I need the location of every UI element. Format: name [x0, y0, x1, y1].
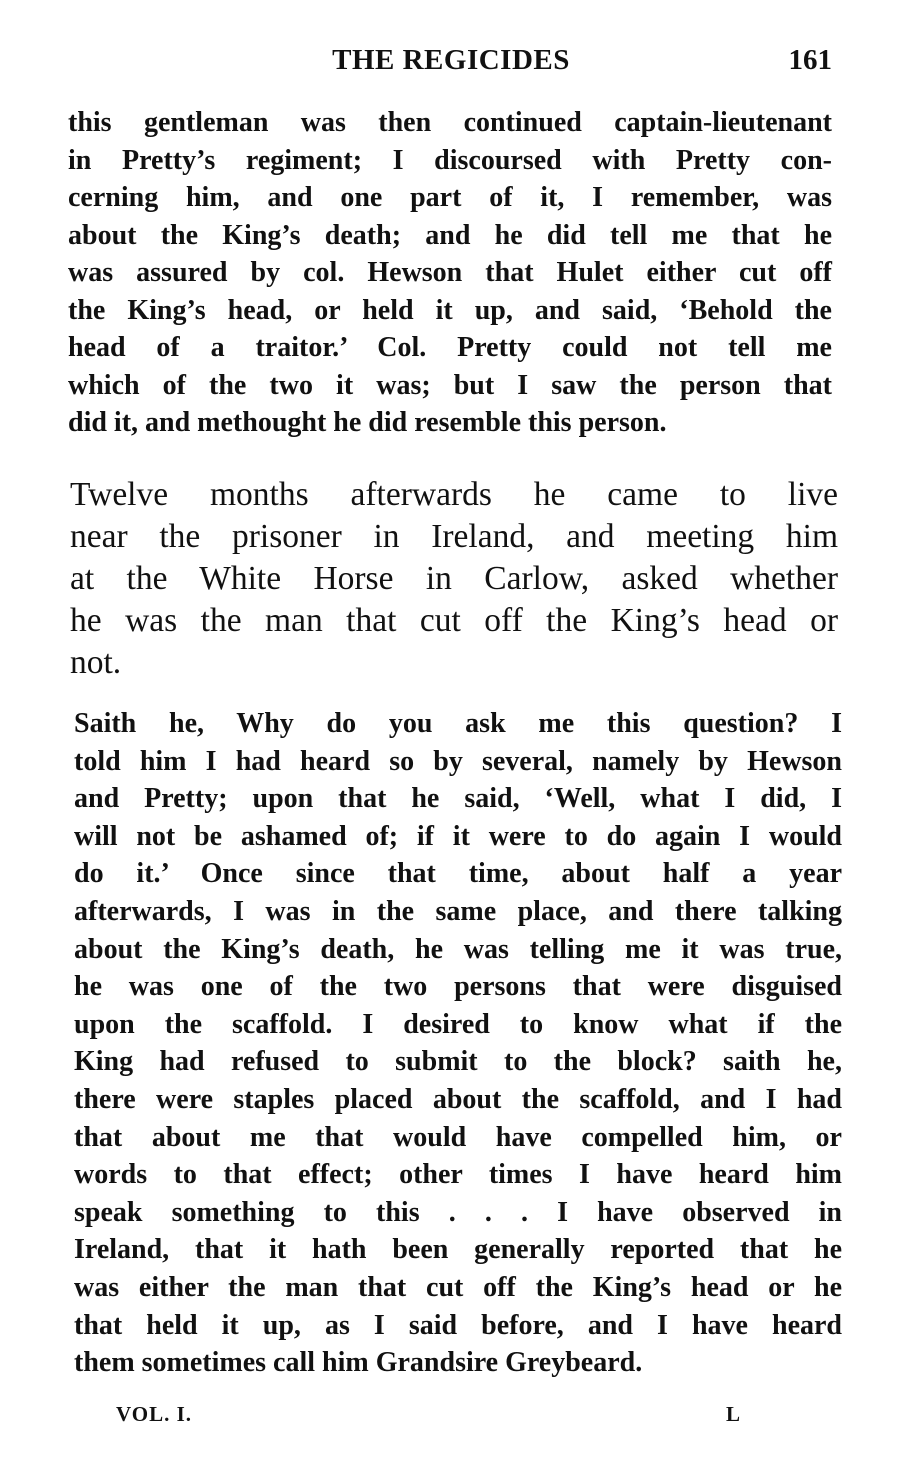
page-footer: [116, 1400, 740, 1432]
text-line: cerning him, and one part of it, I remember, was: [68, 182, 832, 213]
text-line: that about me that would have compelled him, or: [74, 1121, 842, 1153]
text-line: there were staples placed about the scaffold, and I had: [74, 1083, 842, 1115]
text-line: told him I had heard so by several, namely by Hewson: [74, 745, 842, 777]
text-line: at the White Horse in Carlow, asked whether: [70, 560, 838, 597]
signature-mark: L: [725, 1402, 740, 1426]
paragraph-testimony-opening: [68, 104, 832, 442]
running-title: THE REGICIDES: [332, 44, 570, 76]
text-line: was assured by col. Hewson that Hulet either cut off: [68, 257, 832, 288]
text-line: that held it up, as I said before, and I have heard: [74, 1309, 842, 1341]
text-line: this gentleman was then continued captain-lieutenant: [68, 107, 832, 138]
text-line: not.: [70, 644, 122, 681]
text-line: he was the man that cut off the King’s head or: [70, 602, 838, 639]
text-line: Twelve months afterwards he came to live: [70, 476, 838, 513]
text-line: did it, and methought he did resemble this person.: [68, 407, 667, 438]
text-line: them sometimes call him Grandsire Greybeard.: [74, 1347, 643, 1379]
text-line: King had refused to submit to the block? saith he,: [74, 1046, 842, 1078]
page-number: 161: [788, 44, 832, 76]
text-line: was either the man that cut off the King’s head or he: [74, 1271, 842, 1303]
text-line: speak something to this . . . I have observed in: [74, 1196, 842, 1228]
text-line: Saith he, Why do you ask me this question? I: [74, 708, 842, 739]
text-line: do it.’ Once since that time, about half a year: [74, 858, 842, 890]
paragraph-narrative: [70, 474, 838, 684]
text-line: the King’s head, or held it up, and said, ‘Behold the: [68, 294, 832, 326]
text-line: which of the two it was; but I saw the person that: [68, 369, 832, 401]
text-line: in Pretty’s regiment; I discoursed with Pretty con-: [68, 144, 832, 176]
volume-label: VOL. I.: [116, 1402, 193, 1426]
text-line: Ireland, that it hath been generally reported that he: [74, 1234, 842, 1266]
text-line: head of a traitor.’ Col. Pretty could not tell me: [68, 332, 832, 363]
text-line: about the King’s death, he was telling me it was true,: [74, 933, 842, 965]
text-line: and Pretty; upon that he said, ‘Well, what I did, I: [74, 783, 842, 815]
text-line: words to that effect; other times I have heard him: [74, 1159, 842, 1191]
paragraph-testimony-continued: [74, 705, 842, 1382]
text-line: upon the scaffold. I desired to know what if the: [74, 1008, 842, 1040]
text-line: afterwards, I was in the same place, and there talking: [74, 895, 842, 927]
text-line: he was one of the two persons that were disguised: [74, 971, 842, 1003]
text-line: will not be ashamed of; if it were to do again I would: [74, 820, 842, 852]
running-header: [70, 38, 832, 88]
text-line: near the prisoner in Ireland, and meeting him: [70, 518, 838, 555]
text-line: about the King’s death; and he did tell me that he: [68, 219, 832, 251]
